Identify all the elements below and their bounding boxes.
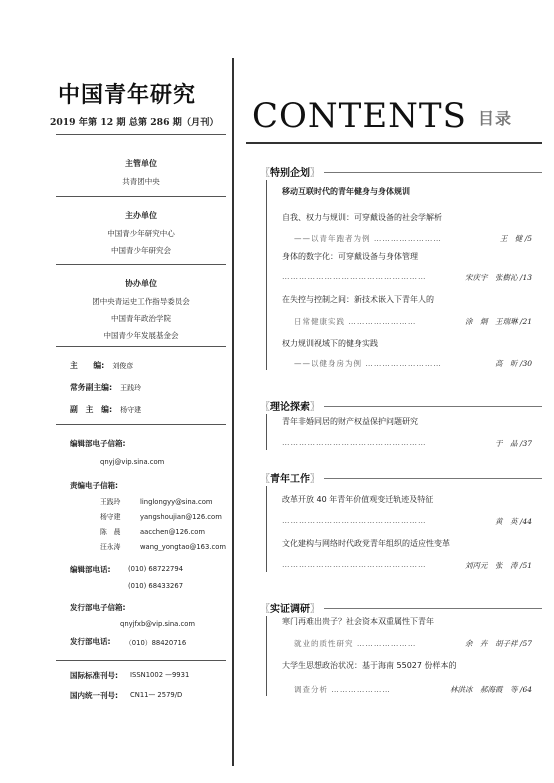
issue-info: 2019 年第 12 期 总第 286 期（月刊） xyxy=(50,117,219,128)
responsible-row xyxy=(100,526,205,536)
editor-name: 汪永涛 xyxy=(100,543,121,551)
distribution-email: qnyjfxb@vip.sina.com xyxy=(120,620,196,628)
toc-author-page: 涂 炯 王瑞琳 /21 xyxy=(462,316,532,327)
toc-entry-line[interactable] xyxy=(294,684,532,695)
journal-logo: 中国青年研究 xyxy=(58,82,197,108)
toc-entry-title[interactable]: 文化建构与网络时代政党青年组织的适应性变革 xyxy=(282,539,450,548)
toc-entry-text: …………………………………………… xyxy=(282,560,427,569)
column-divider xyxy=(232,58,234,766)
toc-entry-title[interactable]: 寒门再难出贵子？社会资本双重属性下青年 xyxy=(282,617,434,626)
sponsor-line: 中国青少年研究会 xyxy=(111,246,171,255)
editor-name: 杨守建 xyxy=(100,513,121,521)
toc-entry-text: ——以健身房为例 ……………………… xyxy=(294,359,442,368)
toc-entry-text: …………………………………………… xyxy=(282,438,427,447)
exec-deputy-row xyxy=(70,382,141,393)
exec-deputy-label: 常务副主编: xyxy=(70,383,113,392)
toc-entry-title[interactable]: 大学生思想政治状况：基于海南 55027 份样本的 xyxy=(282,661,457,670)
editorial-phone-label: 编辑部电话: xyxy=(70,565,111,574)
supervisor-heading: 主管单位 xyxy=(125,159,157,168)
bracket-icon: 〖 xyxy=(260,604,270,615)
editor-name: 王践玲 xyxy=(100,498,121,506)
toc-entry-text: 日常健康实践 …………………… xyxy=(294,317,417,326)
bracket-icon: 〖 xyxy=(260,402,270,413)
editor-label: 主 编: xyxy=(70,361,105,370)
toc-entry-title[interactable]: 身体的数字化：可穿戴设备与身体管理 xyxy=(282,252,418,261)
toc-entry-line[interactable] xyxy=(282,272,532,281)
section-title xyxy=(256,164,324,179)
section-title-text: 理论探索 xyxy=(270,402,310,413)
toc-author-page: 林洪冰 郝海霞 等 /64 xyxy=(447,684,532,695)
issn-label: 国际标准刊号: xyxy=(70,671,118,680)
toc-author-page: 刘丙元 张 涛 /51 xyxy=(462,560,532,571)
distribution-email-label: 发行部电子信箱: xyxy=(70,603,126,612)
section-side-line xyxy=(266,414,267,450)
editorial-email: qnyj@vip.sina.com xyxy=(100,458,165,466)
toc-entry-text: …………………………………………… xyxy=(282,272,427,281)
bracket-icon: 〖 xyxy=(260,168,270,179)
deputy-row xyxy=(70,404,141,415)
editor-email: wang_yongtao@163.com xyxy=(140,543,226,551)
toc-author-page: 于 晶 /37 xyxy=(492,438,532,449)
divider xyxy=(56,264,226,265)
sponsor-line: 中国青少年研究中心 xyxy=(107,229,175,238)
deputy-label: 副 主 编: xyxy=(70,405,113,414)
editor-name: 陈 晨 xyxy=(100,528,121,536)
toc-entry-line[interactable] xyxy=(294,316,532,327)
toc-author-page: 高 昕 /30 xyxy=(492,358,532,369)
toc-author-page: 余 卉 胡子祥 /57 xyxy=(462,638,532,649)
section-side-line xyxy=(266,616,267,696)
toc-entry-title[interactable]: 改革开放 40 年青年价值观变迁轨迹及特征 xyxy=(282,495,434,504)
co-organizer-line: 中国青年政治学院 xyxy=(111,314,171,323)
toc-author-page: 王 健 /5 xyxy=(497,233,532,244)
responsible-row xyxy=(100,511,222,521)
responsible-row xyxy=(100,541,226,551)
bracket-icon: 〖 xyxy=(260,474,270,485)
toc-entry-title[interactable]: 移动互联时代的青年健身与身体规训 xyxy=(282,187,410,196)
divider xyxy=(56,196,226,197)
supervisor-block xyxy=(56,158,226,193)
toc-author-page: 宋庆宇 张樹沁 /13 xyxy=(462,272,532,283)
toc-author-page: 黄 英 /44 xyxy=(492,516,532,527)
divider xyxy=(56,424,226,425)
editor-email: aacchen@126.com xyxy=(140,528,206,536)
co-organizer-line: 团中央青运史工作指导委员会 xyxy=(92,297,190,306)
bracket-icon: 〗 xyxy=(310,474,320,485)
toc-entry-line[interactable] xyxy=(282,560,532,569)
editor-row xyxy=(70,360,133,371)
contents-heading: CONTENTS xyxy=(252,96,467,136)
section-side-line xyxy=(266,486,267,572)
bracket-icon: 〗 xyxy=(310,168,320,179)
issn-value: ISSN1002 —9931 xyxy=(130,671,190,679)
editor-email: yangshoujian@126.com xyxy=(140,513,222,521)
editor-email: linglongyy@sina.com xyxy=(140,498,213,506)
responsible-email-label: 责编电子信箱: xyxy=(70,481,118,490)
sponsor-block xyxy=(56,210,226,262)
toc-entry-line[interactable] xyxy=(294,638,532,649)
co-organizer-line: 中国青少年发展基金会 xyxy=(103,331,179,340)
co-organizer-heading: 协办单位 xyxy=(125,279,157,288)
divider xyxy=(56,346,226,347)
toc-entry-title[interactable]: 权力规训视域下的健身实践 xyxy=(282,339,378,348)
section-side-line xyxy=(266,180,267,370)
bracket-icon: 〗 xyxy=(310,402,320,413)
toc-entry-line[interactable] xyxy=(294,358,532,369)
section-title xyxy=(256,600,324,615)
editor-name: 刘俊彦 xyxy=(112,362,134,370)
responsible-row xyxy=(100,496,213,506)
toc-entry-title[interactable]: 自我、权力与规训：可穿戴设备的社会学解析 xyxy=(282,213,442,222)
section-title-text: 青年工作 xyxy=(270,474,310,485)
section-title-text: 特别企划 xyxy=(270,168,310,179)
masthead-column xyxy=(0,0,232,783)
exec-deputy-name: 王践玲 xyxy=(120,384,142,392)
section-title xyxy=(256,398,324,413)
toc-entry-line[interactable] xyxy=(282,438,532,447)
toc-entry-text: 就业的质性研究 ………………… xyxy=(294,639,417,648)
distribution-phone: （010）88420716 xyxy=(125,639,187,647)
section-title xyxy=(256,470,324,485)
editorial-phone: (010) 68722794 xyxy=(128,565,184,573)
distribution-phone-label: 发行部电话: xyxy=(70,637,111,646)
editorial-phone: (010) 68433267 xyxy=(128,582,184,590)
toc-entry-text: 调查分析 ………………… xyxy=(294,685,391,694)
divider xyxy=(56,660,226,661)
toc-entry-title[interactable]: 在失控与控制之间：新技术嵌入下青年人的 xyxy=(282,295,434,304)
cn-value: CN11— 2579/D xyxy=(130,691,183,699)
toc-entry-line[interactable] xyxy=(282,516,532,525)
divider xyxy=(56,134,226,135)
toc-entry-text: ——以青年跑者为例 …………………… xyxy=(294,234,442,243)
cn-label: 国内统一刊号: xyxy=(70,691,118,700)
editorial-email-label: 编辑部电子信箱: xyxy=(70,439,126,448)
header-rule xyxy=(246,142,542,144)
supervisor-line: 共青团中央 xyxy=(122,177,160,186)
mulu-heading: 目录 xyxy=(478,109,513,128)
co-organizer-block xyxy=(56,278,226,347)
deputy-name: 杨守建 xyxy=(120,406,142,414)
toc-entry-text: …………………………………………… xyxy=(282,516,427,525)
section-title-text: 实证调研 xyxy=(270,604,310,615)
toc-entry-line[interactable] xyxy=(294,233,532,244)
toc-entry-title[interactable]: 青年非婚同居的财产权益保护问题研究 xyxy=(282,417,418,426)
bracket-icon: 〗 xyxy=(310,604,320,615)
sponsor-heading: 主办单位 xyxy=(125,211,157,220)
